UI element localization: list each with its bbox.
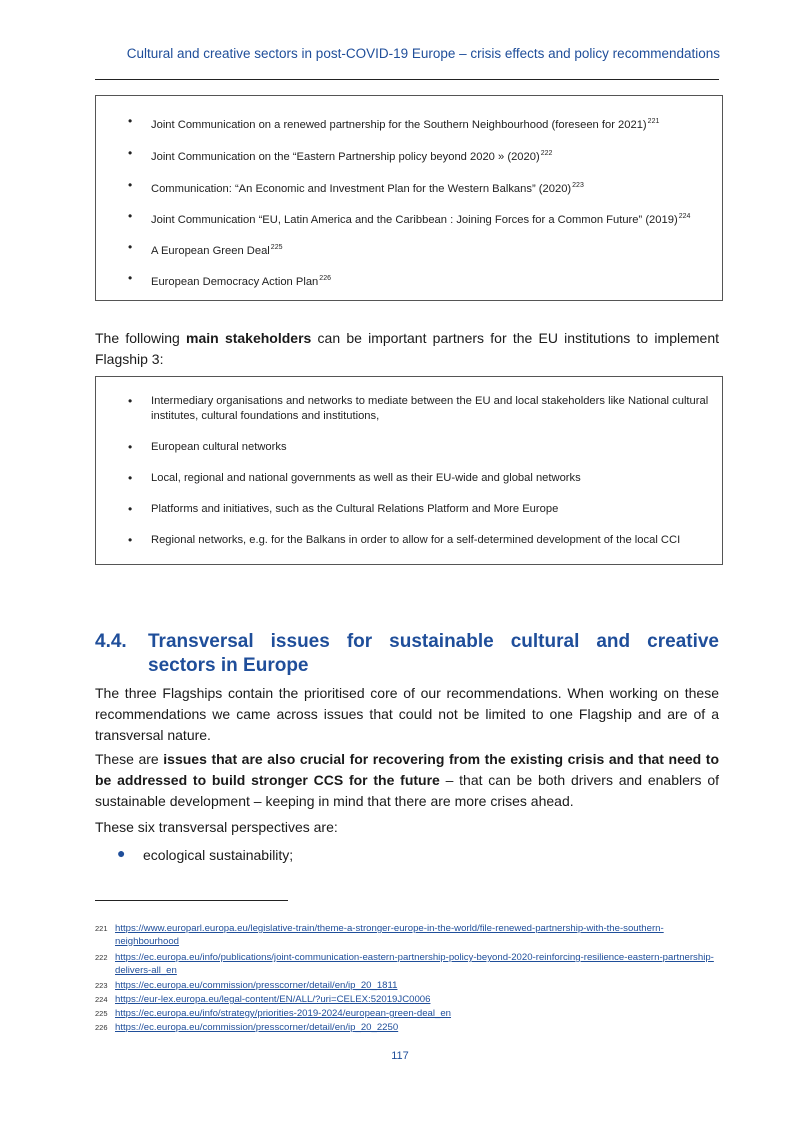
section-title: Transversal issues for sustainable cultural and creative sectors in Europe: [148, 631, 719, 676]
footnote-ref[interactable]: 221: [647, 118, 660, 125]
transversal-item: ecological sustainability;: [143, 847, 294, 863]
footnote-link[interactable]: https://www.europarl.europa.eu/legislative-train/theme-a-stronger-europe-in-the-world/file-renewed-partnership-with-the-southern-neighbourhood: [115, 923, 664, 947]
bullet-icon: •: [128, 271, 133, 285]
footnote: 221 https://www.europarl.europa.eu/legislative-train/theme-a-stronger-europe-in-the-world/file-renewed-partnership-with-the-southern-neighbourhood: [95, 923, 719, 948]
running-header: Cultural and creative sectors in post-COVID-19 Europe – crisis effects and policy recommendations: [126, 46, 720, 61]
footnote-divider: [95, 900, 288, 901]
section-heading: [95, 630, 719, 678]
bullet-icon: •: [128, 178, 133, 192]
stakeholders-box: • Intermediary organisations and networks to mediate between the EU and local stakeholders like National cultural institutes, cultural foundations and institutions, • European cultural networks • Local, regional and national governments as well as their EU-wide and global networks • Platforms and initiatives, such as the Cultural Relations Platform and More Europe • Regional networks, e.g. for the Balkans in order to allow for a self-determined development of the local CCI: [95, 376, 723, 565]
footnote: 222 https://ec.europa.eu/info/publications/joint-communication-eastern-partnership-policy-beyond-2020-reinforcing-resilience-eastern-partnership-delivers-all_en: [95, 952, 719, 977]
footnote-link[interactable]: https://ec.europa.eu/info/publications/joint-communication-eastern-partnership-policy-beyond-2020-reinforcing-resilience-eastern-partnership-delivers-all_en: [115, 952, 714, 976]
section-number: 4.4.: [95, 631, 127, 652]
footnote-ref[interactable]: 223: [572, 182, 584, 189]
footnote-ref[interactable]: 225: [270, 244, 283, 251]
bullet-icon: •: [128, 471, 133, 485]
bullet-icon: •: [128, 114, 133, 128]
bullet-icon: •: [128, 394, 133, 408]
paragraph-perspectives: These six transversal perspectives are:: [95, 819, 338, 835]
paragraph-issues: These are issues that are also crucial for recovering from the existing crisis and that need to be addressed to build stronger CCS for the future – that can be both drivers and enablers of sustainable development – keeping in mind that there are more crises ahead.: [95, 751, 720, 809]
footnote: 225 https://ec.europa.eu/info/strategy/priorities-2019-2024/european-green-deal_en: [95, 1008, 719, 1021]
bullet-icon: •: [128, 240, 133, 254]
bullet-icon: •: [128, 502, 133, 516]
footnote: 224 https://eur-lex.europa.eu/legal-content/EN/ALL/?uri=CELEX:52019JC0006: [95, 994, 719, 1007]
policy-documents-box: • Joint Communication on a renewed partnership for the Southern Neighbourhood (foreseen for 2021)$^{221}$ • Joint Communication on the “Eastern Partnership policy beyond 2020 » $(2020)^{222}$ • Communication: “An Economic and Investment Plan for the Western Balkans” $(2020)^{223}$ • Joint Communication “EU, Latin America and the Caribbean : Joining Forces for a Common Future” $(2019)^{224}$ • A European Green Deal$^{225}$ • European Democracy Action Plan$^{226}$: [95, 95, 723, 301]
footnote-ref[interactable]: 224: [678, 213, 691, 220]
bullet-icon: •: [128, 209, 133, 223]
page-number: 117: [391, 1050, 409, 1062]
bullet-icon: ●: [117, 845, 126, 861]
bullet-icon: •: [128, 440, 133, 454]
footnote-link[interactable]: https://ec.europa.eu/info/strategy/priorities-2019-2024/european-green-deal_en: [115, 1008, 452, 1019]
footnote-link[interactable]: https://eur-lex.europa.eu/legal-content/EN/ALL/?uri=CELEX:52019JC0006: [115, 994, 431, 1005]
footnote: 223 https://ec.europa.eu/commission/presscorner/detail/en/ip_20_1811: [95, 980, 719, 993]
footnote-ref[interactable]: 222: [540, 150, 553, 157]
footnote-link[interactable]: https://ec.europa.eu/commission/presscorner/detail/en/ip_20_2250: [115, 1022, 399, 1033]
header-divider: [95, 79, 719, 80]
paragraph-flagships: The three Flagships contain the prioritised core of our recommendations. When working on these recommendations we came across issues that could not be limited to one Flagship and are of a transversal nature.: [95, 685, 719, 743]
footnote: 226 https://ec.europa.eu/commission/presscorner/detail/en/ip_20_2250: [95, 1022, 719, 1035]
footnote-link[interactable]: https://ec.europa.eu/commission/presscorner/detail/en/ip_20_1811: [115, 980, 398, 991]
stakeholders-intro: The following main stakeholders can be important partners for the EU institutions to implement Flagship 3:: [95, 330, 719, 367]
footnote-ref[interactable]: 226: [319, 275, 331, 282]
bullet-icon: •: [128, 146, 133, 160]
bullet-icon: •: [128, 533, 133, 547]
